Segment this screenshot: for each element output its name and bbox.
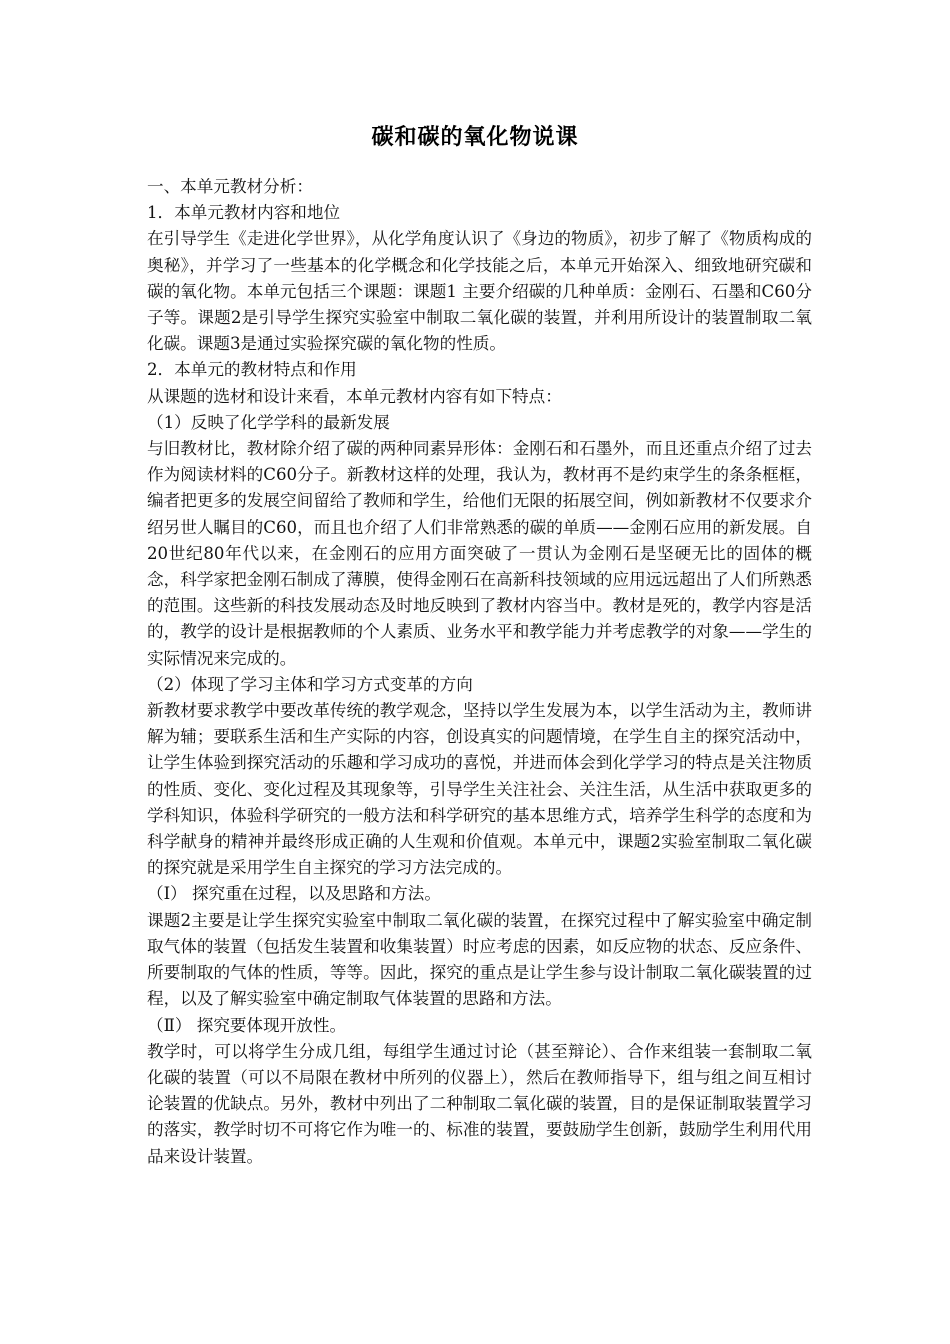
point-heading: （2）体现了学习主体和学习方式变革的方向 — [147, 674, 473, 694]
document-body — [147, 174, 812, 1170]
body-paragraph: 在引导学生《走进化学世界》，从化学角度认识了《身边的物质》，初步了解了《物质构成的奥秘》，并学习了一些基本的化学概念和化学技能之后，本单元开始深入、细致地研究碳和碳的氧化物。本单元包括三个课题：课题1 主要介绍碳的几种单质：金刚石、石墨和C60分子等。课题2是引导学生探究实验室中制取二氧化碳的装置，并利用所设计的装置制取二氧化碳。课题3是通过实验探究碳的氧化物的性质。 — [147, 229, 812, 354]
body-paragraph: 课题2主要是让学生探究实验室中制取二氧化碳的装置，在探究过程中了解实验室中确定制取气体的装置（包括发生装置和收集装置）时应考虑的因素，如反应物的状态、反应条件、所要制取的气体的性质，等等。因此，探究的重点是让学生参与设计制取二氧化碳装置的过程，以及了解实验室中确定制取气体装置的思路和方法。 — [147, 910, 812, 1009]
point-heading: （Ⅱ） 探究要体现开放性。 — [147, 1015, 347, 1035]
body-paragraph: 从课题的选材和设计来看，本单元教材内容有如下特点： — [147, 386, 562, 406]
subsection-heading: 2．本单元的教材特点和作用 — [147, 360, 357, 380]
body-paragraph: 新教材要求教学中要改革传统的教学观念，坚持以学生发展为本，以学生活动为主，教师讲解为辅；要联系生活和生产实际的内容，创设真实的问题情境，在学生自主的探究活动中，让学生体验到探究活动的乐趣和学习成功的喜悦，并进而体会到化学学习的特点是关注物质的性质、变化、变化过程及其现象等，引导学生关注社会、关注生活，从生活中获取更多的学科知识，体验科学研究的一般方法和科学研究的基本思维方式，培养学生科学的态度和为科学献身的精神并最终形成正确的人生观和价值观。本单元中，课题2实验室制取二氧化碳的探究就是采用学生自主探究的学习方法完成的。 — [147, 701, 812, 878]
subsection-heading: 1．本单元教材内容和地位 — [147, 203, 341, 223]
body-paragraph: 与旧教材比，教材除介绍了碳的两种同素异形体：金刚石和石墨外，而且还重点介绍了过去作为阅读材料的C60分子。新教材这样的处理，我认为，教材再不是约束学生的条条框框，编者把更多的发展空间留给了教师和学生，给他们无限的拓展空间，例如新教材不仅要求介绍另世人瞩目的C60，而且也介绍了人们非常熟悉的碳的单质——金刚石应用的新发展。自20世纪80年代以来，在金刚石的应用方面突破了一贯认为金刚石是坚硬无比的固体的概念，科学家把金刚石制成了薄膜，使得金刚石在高新科技领域的应用远远超出了人们所熟悉的范围。这些新的科技发展动态及时地反映到了教材内容当中。教材是死的，教学内容是活的，教学的设计是根据教师的个人素质、业务水平和教学能力并考虑教学的对象——学生的实际情况来完成的。 — [147, 439, 812, 668]
document-title: 碳和碳的氧化物说课 — [371, 124, 579, 150]
point-heading: （1）反映了化学学科的最新发展 — [147, 412, 390, 432]
section-heading: 一、本单元教材分析： — [147, 177, 313, 196]
point-heading: （Ⅰ） 探究重在过程，以及思路和方法。 — [147, 884, 441, 904]
body-paragraph: 教学时，可以将学生分成几组，每组学生通过讨论（甚至辩论）、合作来组装一套制取二氧化碳的装置（可以不局限在教材中所列的仪器上），然后在教师指导下，组与组之间互相讨论装置的优缺点。另外，教材中列出了二种制取二氧化碳的装置，目的是保证制取装置学习的落实，教学时切不可将它作为唯一的、标准的装置，要鼓励学生创新，鼓励学生利用代用品来设计装置。 — [147, 1041, 812, 1166]
